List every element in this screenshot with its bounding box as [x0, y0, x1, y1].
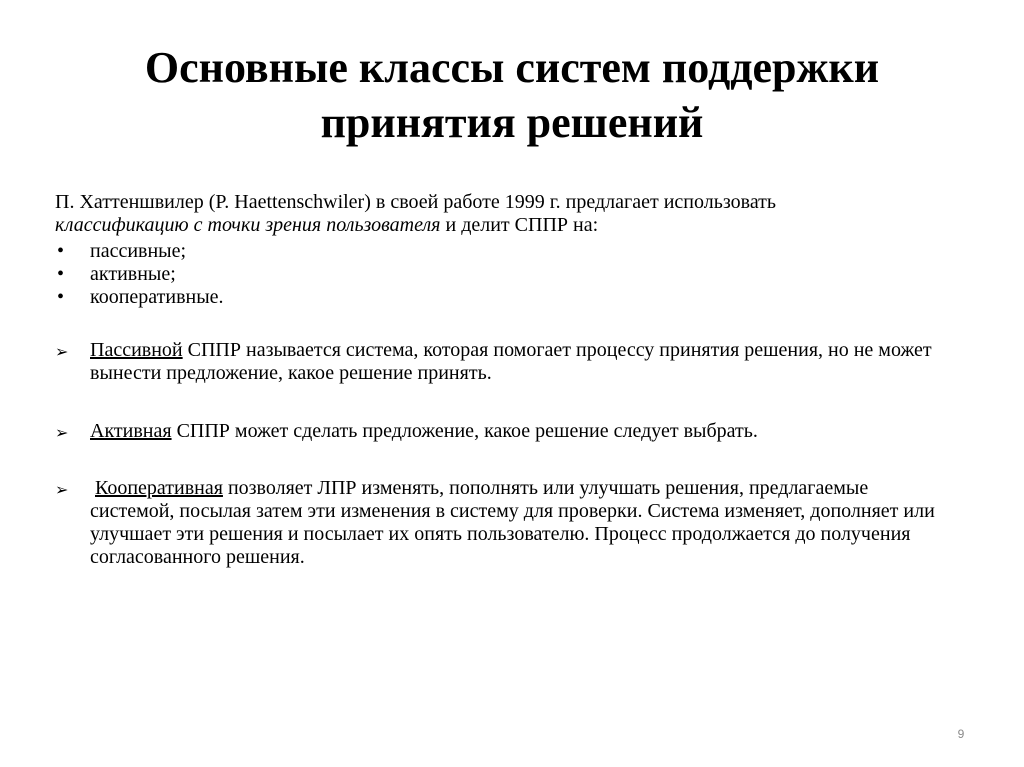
slide-title	[40, 40, 984, 150]
list-item-text: кооперативные.	[90, 286, 224, 308]
list-item	[55, 286, 955, 309]
list-item	[55, 263, 955, 286]
definition-text: СППР может сделать предложение, какое решение следует выбрать.	[171, 420, 758, 442]
page-number: 9	[957, 727, 965, 741]
arrow-bullet-icon: ➢	[55, 423, 69, 442]
intro-text-part-2: и делит СППР на:	[440, 214, 599, 236]
bullet-icon: •	[57, 286, 65, 308]
slide-title-line-2: принятия решений	[320, 98, 704, 147]
slide-title-line-1: Основные классы систем поддержки	[144, 43, 880, 92]
arrow-bullet-icon: ➢	[55, 480, 69, 499]
intro-italic-text: классификацию с точки зрения пользователя	[55, 214, 441, 236]
list-item	[55, 240, 955, 263]
definition-passive	[55, 339, 955, 385]
definition-term: Кооперативная	[95, 477, 223, 499]
arrow-bullet-icon: ➢	[55, 342, 69, 361]
intro-paragraph	[55, 191, 955, 237]
definition-text: позволяет ЛПР изменять, пополнять или улучшать решения, предлагаемые системой, посылая затем эти изменения в систему для проверки. Система изменяет, дополняет или улучшает эти решения и посылает их опять пользователю. Процесс продолжается до получения согласованного решения.	[90, 477, 935, 568]
dss-type-list	[55, 240, 955, 309]
definition-text: СППР называется система, которая помогает процессу принятия решения, но не может вынести предложение, какое решение принять.	[90, 339, 932, 384]
definition-term: Пассивной	[90, 339, 183, 361]
list-item-text: пассивные;	[90, 240, 187, 262]
definition-active	[55, 420, 955, 443]
list-item-text: активные;	[90, 263, 176, 285]
definition-cooperative	[55, 477, 955, 569]
intro-text-part-1: П. Хаттеншвилер (P. Haettenschwiler) в своей работе 1999 г. предлагает использовать	[55, 191, 777, 213]
bullet-icon: •	[57, 263, 65, 285]
bullet-icon: •	[57, 240, 65, 262]
definition-term: Активная	[90, 420, 172, 442]
